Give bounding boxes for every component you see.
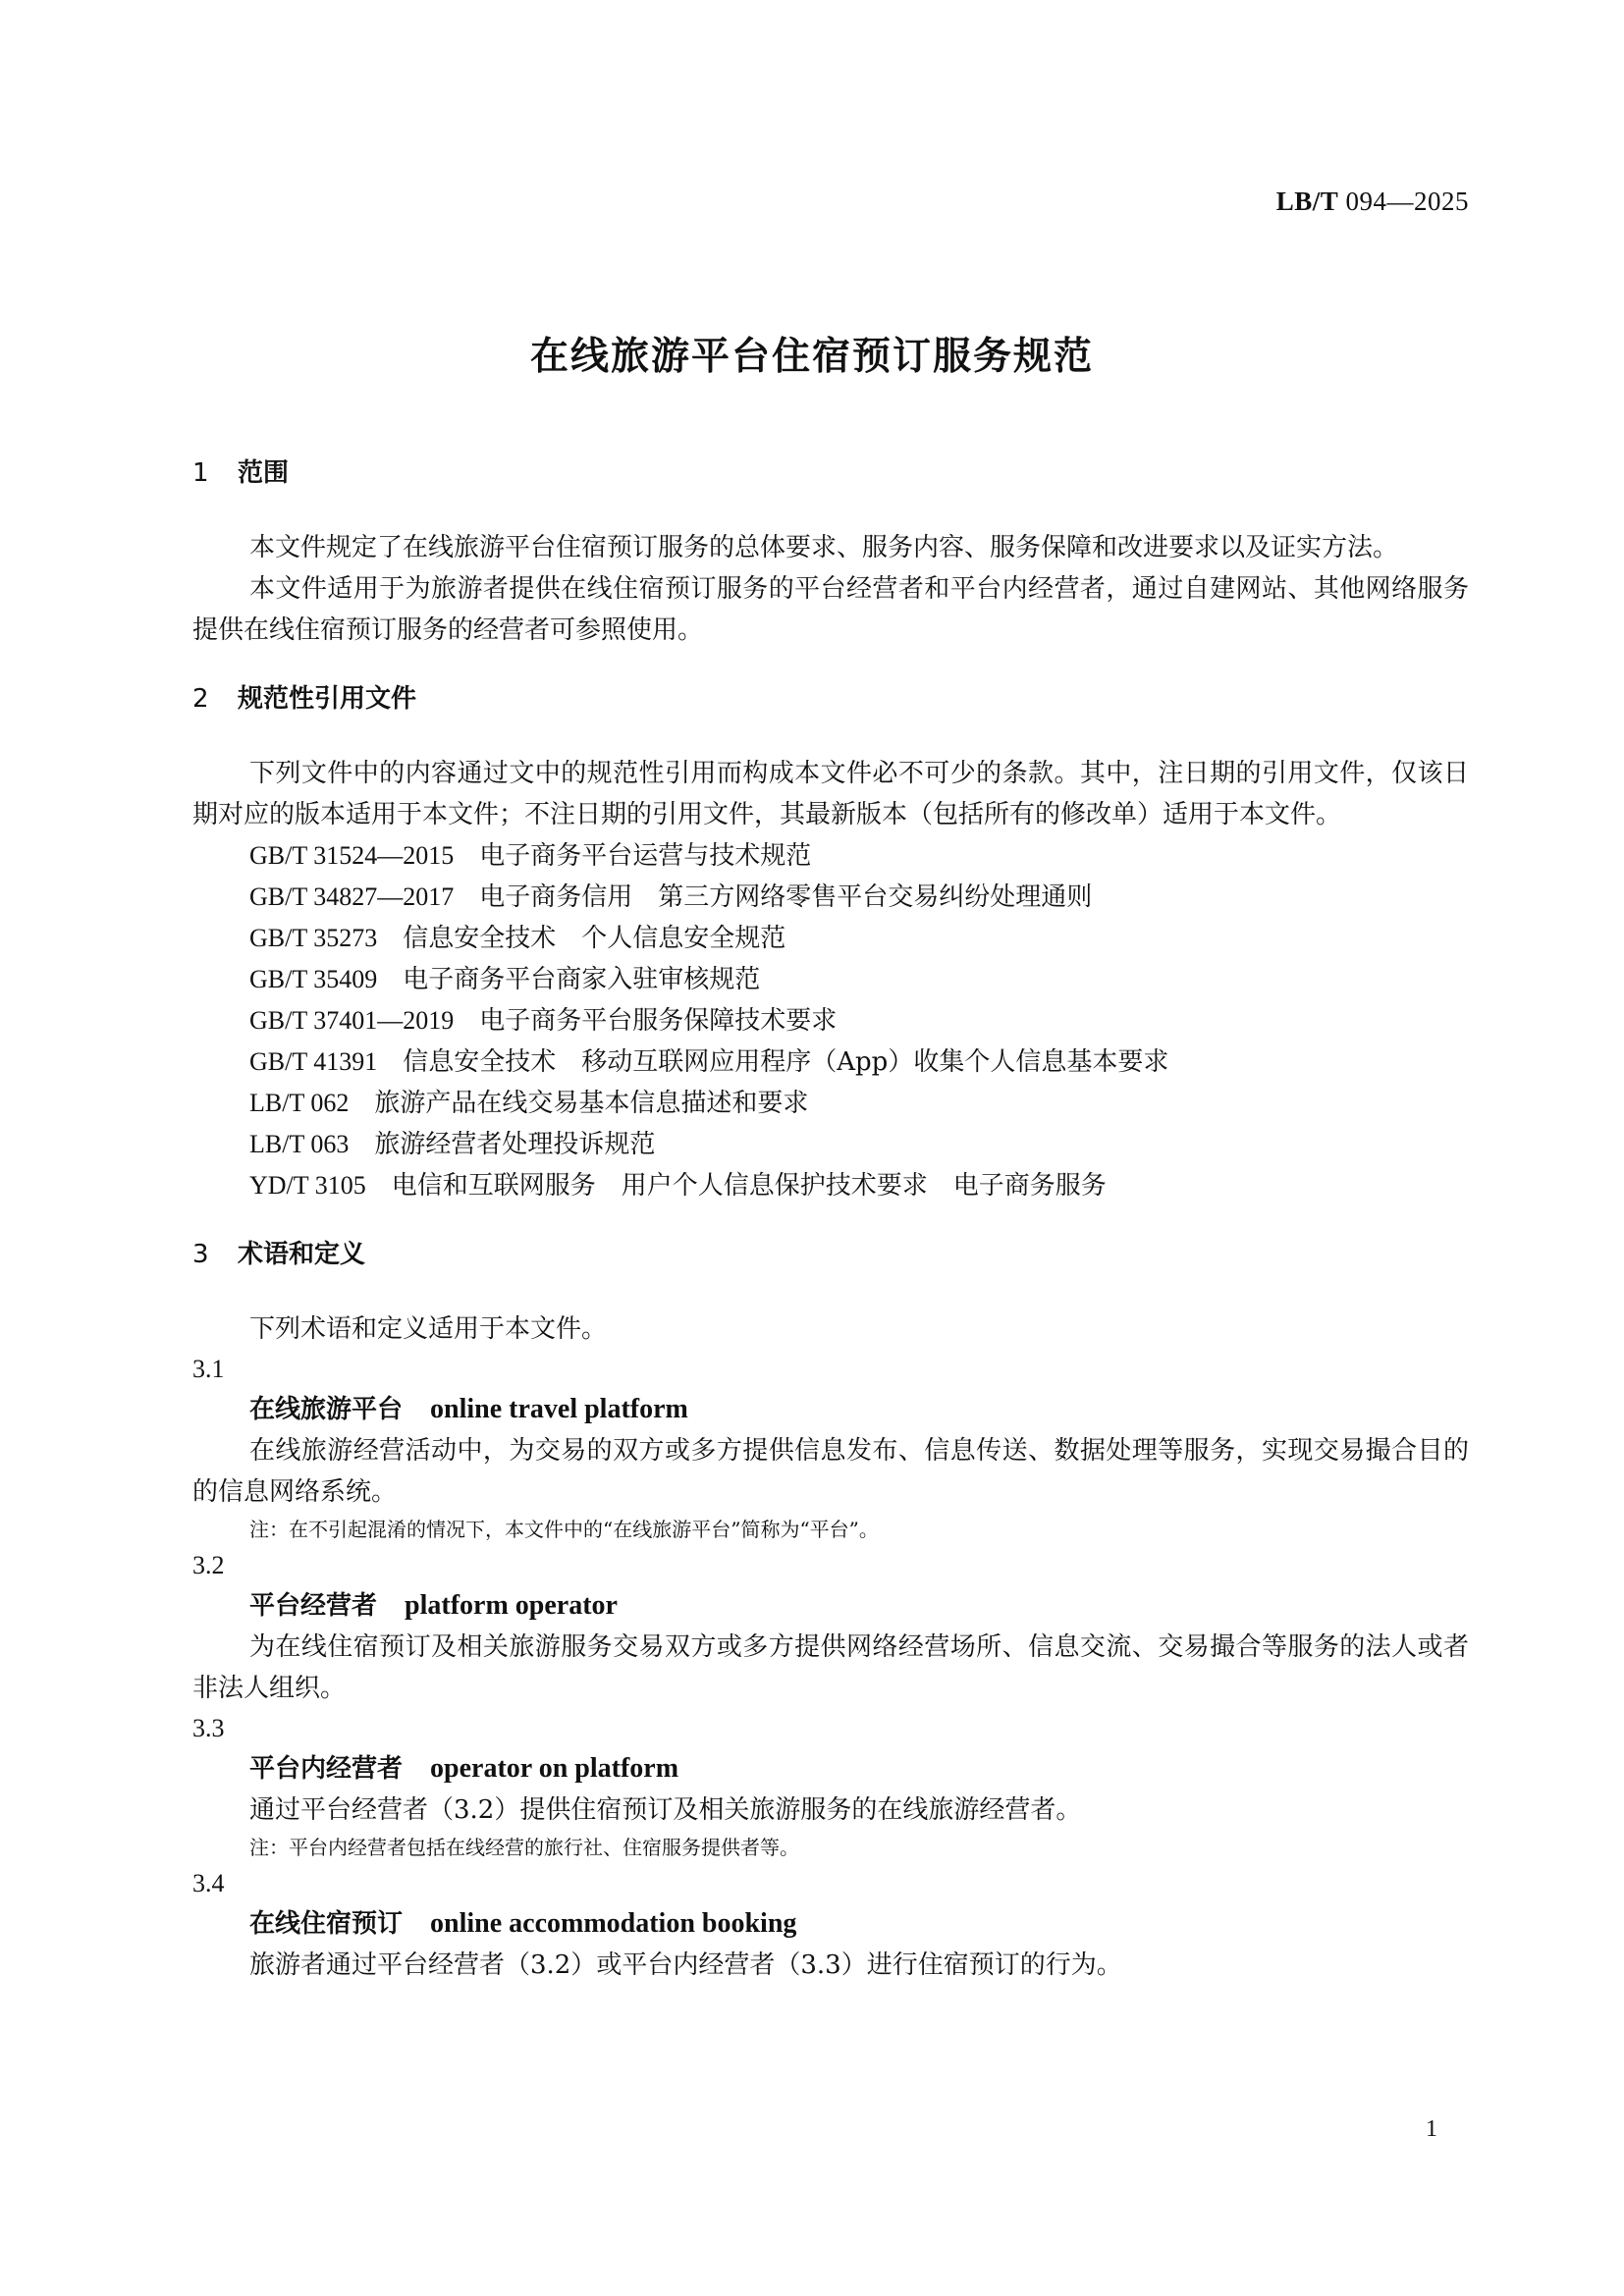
term-zh: 在线住宿预订	[249, 1909, 404, 1939]
reference-item	[192, 1165, 1469, 1206]
reference-title: 信息安全技术 个人信息安全规范	[403, 924, 786, 953]
paragraph: 本文件适用于为旅游者提供在线住宿预订服务的平台经营者和平台内经营者，通过自建网站、其他网络服务提供在线住宿预订服务的经营者可参照使用。	[192, 574, 1469, 645]
reference-title: 旅游经营者处理投诉规范	[374, 1130, 656, 1159]
reference-title: 电信和互联网服务 用户个人信息保护技术要求 电子商务服务	[391, 1171, 1107, 1201]
reference-code: GB/T 35273	[249, 924, 378, 952]
section-title: 规范性引用文件	[238, 684, 417, 714]
reference-code: GB/T 35409	[249, 965, 378, 993]
term-en: online accommodation booking	[430, 1908, 797, 1939]
term-zh: 平台内经营者	[249, 1754, 404, 1784]
term-en: operator on platform	[430, 1753, 679, 1784]
term-number: 3.2	[192, 1551, 225, 1579]
paragraph: 下列文件中的内容通过文中的规范性引用而构成本文件必不可少的条款。其中，注日期的引用文件，仅该日期对应的版本适用于本文件；不注日期的引用文件，其最新版本（包括所有的修改单）适用于本文件。	[192, 759, 1469, 829]
section-number: 3	[192, 1240, 209, 1269]
reference-item	[192, 1000, 1469, 1041]
term-definition: 通过平台经营者（3.2）提供住宿预订及相关旅游服务的在线旅游经营者。	[249, 1795, 1082, 1825]
section-1-heading	[192, 454, 1469, 492]
section-number: 2	[192, 684, 209, 714]
reference-item	[192, 959, 1469, 1000]
reference-code: GB/T 37401—2019	[249, 1006, 455, 1035]
reference-title: 信息安全技术 移动互联网应用程序（App）收集个人信息基本要求	[403, 1047, 1169, 1077]
term-heading	[192, 1903, 1469, 1945]
page-number: 1	[1426, 2116, 1437, 2142]
document-title: 在线旅游平台住宿预订服务规范	[529, 335, 1094, 379]
term-definition: 旅游者通过平台经营者（3.2）或平台内经营者（3.3）进行住宿预订的行为。	[249, 1950, 1122, 1980]
term-note: 注：平台内经营者包括在线经营的旅行社、住宿服务提供者等。	[249, 1836, 799, 1859]
reference-title: 旅游产品在线交易基本信息描述和要求	[374, 1089, 809, 1118]
reference-item	[192, 918, 1469, 959]
reference-title: 电子商务平台商家入驻审核规范	[403, 965, 761, 994]
reference-item	[192, 1041, 1469, 1083]
term-definition: 为在线住宿预订及相关旅游服务交易双方或多方提供网络经营场所、信息交流、交易撮合等服务的法人或者非法人组织。	[192, 1632, 1469, 1703]
reference-title: 电子商务平台运营与技术规范	[479, 841, 812, 871]
reference-item	[192, 877, 1469, 918]
term-heading	[192, 1585, 1469, 1627]
reference-item	[192, 1124, 1469, 1165]
reference-item	[192, 835, 1469, 877]
term-definition: 在线旅游经营活动中，为交易的双方或多方提供信息发布、信息传送、数据处理等服务，实现交易撮合目的的信息网络系统。	[192, 1436, 1469, 1507]
term-en: platform operator	[405, 1590, 618, 1621]
section-title: 术语和定义	[238, 1240, 366, 1269]
paragraph: 本文件规定了在线旅游平台住宿预订服务的总体要求、服务内容、服务保障和改进要求以及证实方法。	[249, 533, 1399, 562]
term-zh: 平台经营者	[249, 1591, 378, 1621]
reference-code: GB/T 41391	[249, 1047, 378, 1076]
term-note: 注：在不引起混淆的情况下，本文件中的“在线旅游平台”简称为“平台”。	[249, 1518, 879, 1541]
reference-title: 电子商务平台服务保障技术要求	[479, 1006, 838, 1036]
term-number: 3.4	[192, 1869, 225, 1897]
reference-code: GB/T 34827—2017	[249, 882, 455, 911]
standard-code-prefix: LB/T	[1275, 187, 1339, 216]
section-3-heading	[192, 1236, 1469, 1273]
term-heading	[192, 1748, 1469, 1789]
term-number: 3.1	[192, 1355, 225, 1383]
section-title: 范围	[238, 458, 290, 488]
document-body	[192, 454, 1469, 1986]
section-number: 1	[192, 458, 209, 488]
paragraph: 下列术语和定义适用于本文件。	[249, 1314, 608, 1344]
reference-item	[192, 1083, 1469, 1124]
reference-title: 电子商务信用 第三方网络零售平台交易纠纷处理通则	[479, 882, 1093, 912]
term-zh: 在线旅游平台	[249, 1395, 404, 1424]
reference-code: YD/T 3105	[249, 1171, 366, 1200]
reference-code: LB/T 062	[249, 1089, 350, 1117]
term-number: 3.3	[192, 1714, 225, 1742]
section-2-heading	[192, 680, 1469, 718]
reference-code: GB/T 31524—2015	[249, 841, 455, 870]
standard-code-number: 094—2025	[1338, 187, 1469, 216]
term-heading	[192, 1389, 1469, 1430]
standard-code	[1276, 187, 1469, 217]
term-en: online travel platform	[430, 1394, 688, 1424]
reference-code: LB/T 063	[249, 1130, 350, 1158]
